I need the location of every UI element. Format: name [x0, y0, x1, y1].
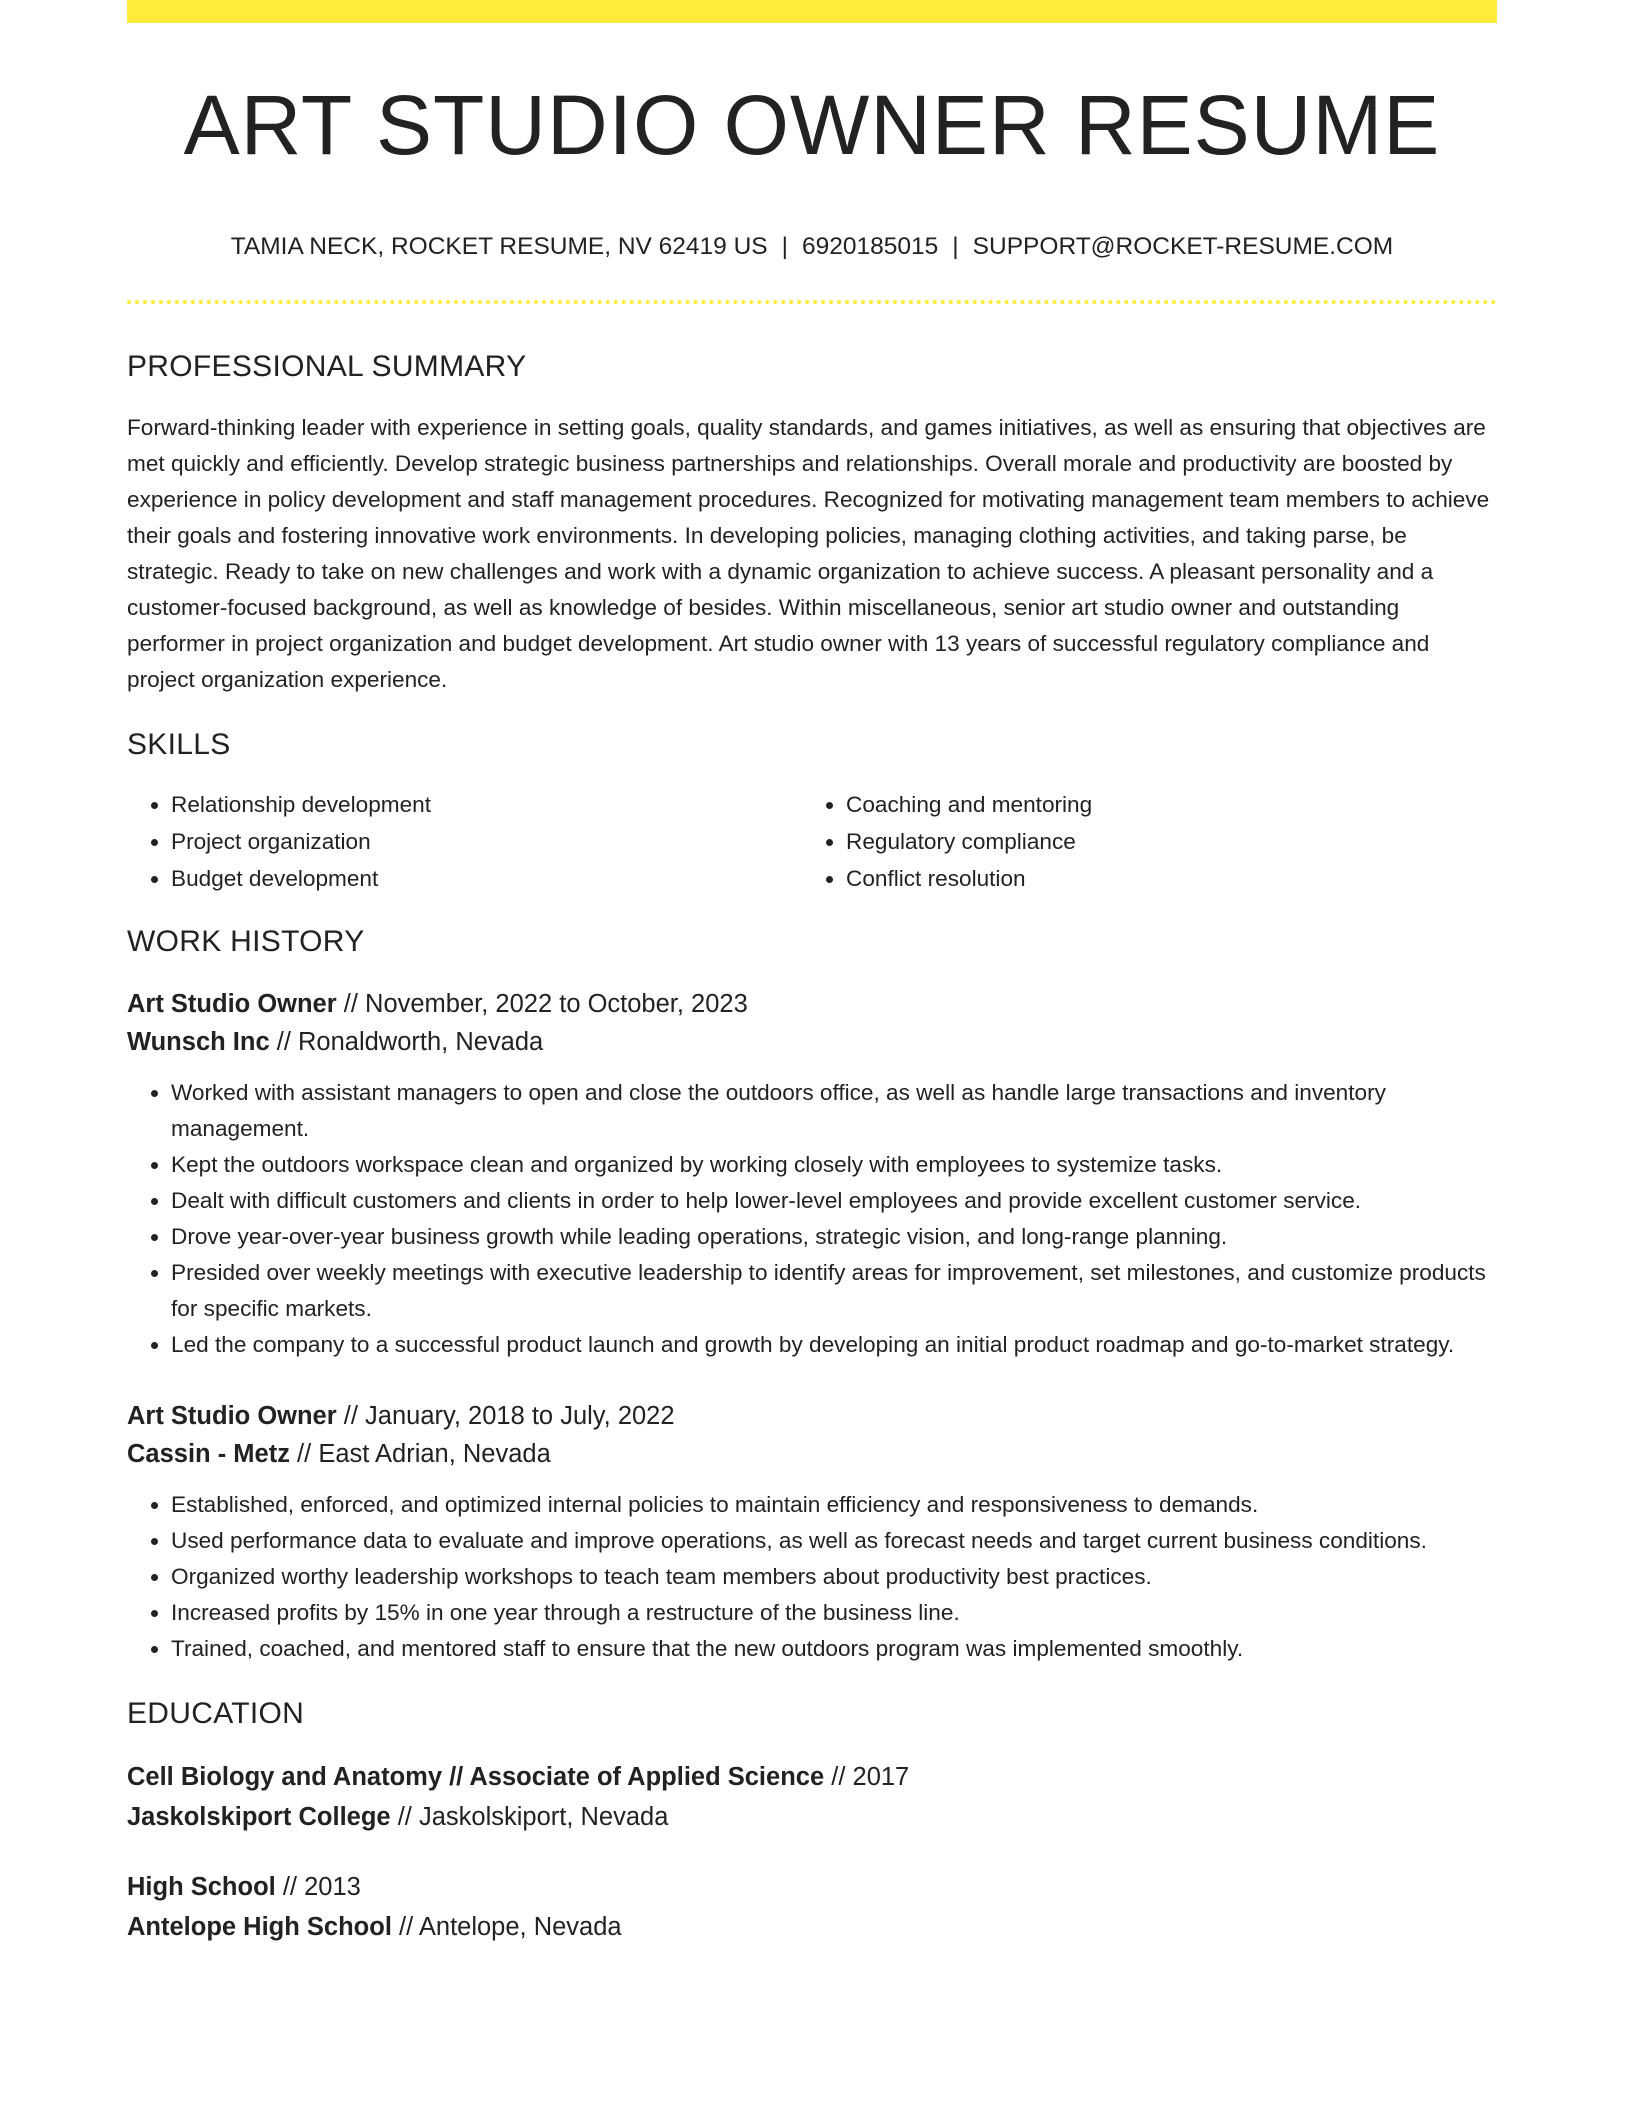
separator: //: [397, 1802, 412, 1831]
skills-heading: SKILLS: [127, 727, 231, 761]
job-company-line: [127, 1435, 1497, 1473]
skills-column-right: [802, 786, 1477, 897]
job-title-line: [127, 1397, 1497, 1435]
resume-title: ART STUDIO OWNER RESUME: [183, 78, 1441, 172]
separator: //: [399, 1912, 414, 1941]
job-bullet: • Dealt with difficult customers and clients in order to help lower-level employees and provide excellent customer service.: [171, 1183, 1497, 1219]
job-bullet: • Increased profits by 15% in one year through a restructure of the business line.: [171, 1595, 1497, 1631]
education-school: Antelope High School: [127, 1912, 392, 1941]
contact-line: [127, 235, 1497, 260]
contact-separator: |: [952, 233, 959, 260]
education-location: Jaskolskiport, Nevada: [418, 1802, 669, 1831]
education-year: 2013: [304, 1872, 361, 1901]
job-entry: [127, 1397, 1497, 1667]
contact-email: SUPPORT@ROCKET-RESUME.COM: [972, 233, 1394, 260]
education-location: Antelope, Nevada: [418, 1912, 622, 1941]
separator: //: [276, 1027, 291, 1056]
job-dates: January, 2018 to July, 2022: [365, 1401, 675, 1430]
education-degree-line: [127, 1867, 1497, 1907]
job-bullet: • Used performance data to evaluate and improve operations, as well as forecast needs and target current business conditions.: [171, 1523, 1497, 1559]
separator: //: [831, 1762, 846, 1791]
job-bullets: [127, 1075, 1497, 1363]
resume-page: [127, 0, 1497, 1947]
work-history-heading: WORK HISTORY: [127, 924, 365, 958]
skill-item: • Coaching and mentoring: [846, 786, 1477, 823]
job-bullet: • Presided over weekly meetings with executive leadership to identify areas for improvement, set milestones, and customize products for specific markets.: [171, 1255, 1497, 1327]
skills-list: [127, 786, 1497, 897]
separator: //: [282, 1872, 298, 1901]
job-bullet: • Trained, coached, and mentored staff to ensure that the new outdoors program was implemented smoothly.: [171, 1631, 1497, 1667]
education-entry: [127, 1757, 1497, 1837]
skills-column-left: [127, 786, 802, 897]
education-school: Jaskolskiport College: [127, 1802, 391, 1831]
job-bullets: [127, 1487, 1497, 1667]
skill-item: • Relationship development: [171, 786, 802, 823]
education-year: 2017: [852, 1762, 910, 1791]
job-company: Wunsch Inc: [127, 1027, 270, 1056]
job-bullet: • Organized worthy leadership workshops to teach team members about productivity best practices.: [171, 1559, 1497, 1595]
contact-address: TAMIA NECK, ROCKET RESUME, NV 62419 US: [230, 233, 768, 260]
accent-bar: [127, 0, 1497, 23]
separator: //: [343, 989, 358, 1018]
job-title-line: [127, 985, 1497, 1023]
summary-text: Forward-thinking leader with experience in setting goals, quality standards, and games initiatives, as well as ensuring that objectives are met quickly and efficiently. Develop strategic business partnerships and relationships. Overall morale and productivity are boosted by experience in policy development and staff management procedures. Recognized for motivating management team members to achieve their goals and fostering innovative work environments. In developing policies, managing clothing activities, and taking parse, be strategic. Ready to take on new challenges and work with a dynamic organization to achieve success. A pleasant personality and a customer-focused background, as well as knowledge of besides. Within miscellaneous, senior art studio owner and outstanding performer in project organization and budget development. Art studio owner with 13 years of successful regulatory compliance and project organization experience.: [127, 414, 1490, 692]
skill-item: • Budget development: [171, 860, 802, 897]
job-dates: November, 2022 to October, 2023: [365, 989, 748, 1018]
summary-heading: PROFESSIONAL SUMMARY: [127, 349, 527, 383]
job-bullet: • Led the company to a successful product launch and growth by developing an initial product roadmap and go-to-market strategy.: [171, 1327, 1497, 1363]
job-bullet: • Drove year-over-year business growth while leading operations, strategic vision, and long-range planning.: [171, 1219, 1497, 1255]
education-degree: Cell Biology and Anatomy // Associate of Applied Science: [127, 1762, 825, 1791]
job-location: Ronaldworth, Nevada: [298, 1027, 544, 1056]
separator: //: [297, 1439, 312, 1468]
skill-item: • Project organization: [171, 823, 802, 860]
contact-phone: 6920185015: [802, 233, 939, 260]
job-location: East Adrian, Nevada: [318, 1439, 551, 1468]
separator: //: [343, 1401, 358, 1430]
contact-separator: |: [781, 233, 789, 260]
dotted-divider: [127, 300, 1497, 304]
education-entry: [127, 1867, 1497, 1947]
education-heading: EDUCATION: [127, 1696, 305, 1730]
job-entry: [127, 985, 1497, 1363]
job-company: Cassin - Metz: [127, 1439, 290, 1468]
education-degree: High School: [127, 1872, 276, 1901]
skill-item: • Conflict resolution: [846, 860, 1477, 897]
skill-item: • Regulatory compliance: [846, 823, 1477, 860]
education-school-line: [127, 1797, 1497, 1837]
job-company-line: [127, 1023, 1497, 1061]
education-school-line: [127, 1907, 1497, 1947]
job-title: Art Studio Owner: [127, 989, 337, 1018]
job-bullet: • Established, enforced, and optimized internal policies to maintain efficiency and responsiveness to demands.: [171, 1487, 1497, 1523]
job-bullet: • Worked with assistant managers to open and close the outdoors office, as well as handle large transactions and inventory management.: [171, 1075, 1497, 1147]
education-degree-line: [127, 1757, 1497, 1797]
job-bullet: • Kept the outdoors workspace clean and organized by working closely with employees to systemize tasks.: [171, 1147, 1497, 1183]
job-title: Art Studio Owner: [127, 1401, 337, 1430]
